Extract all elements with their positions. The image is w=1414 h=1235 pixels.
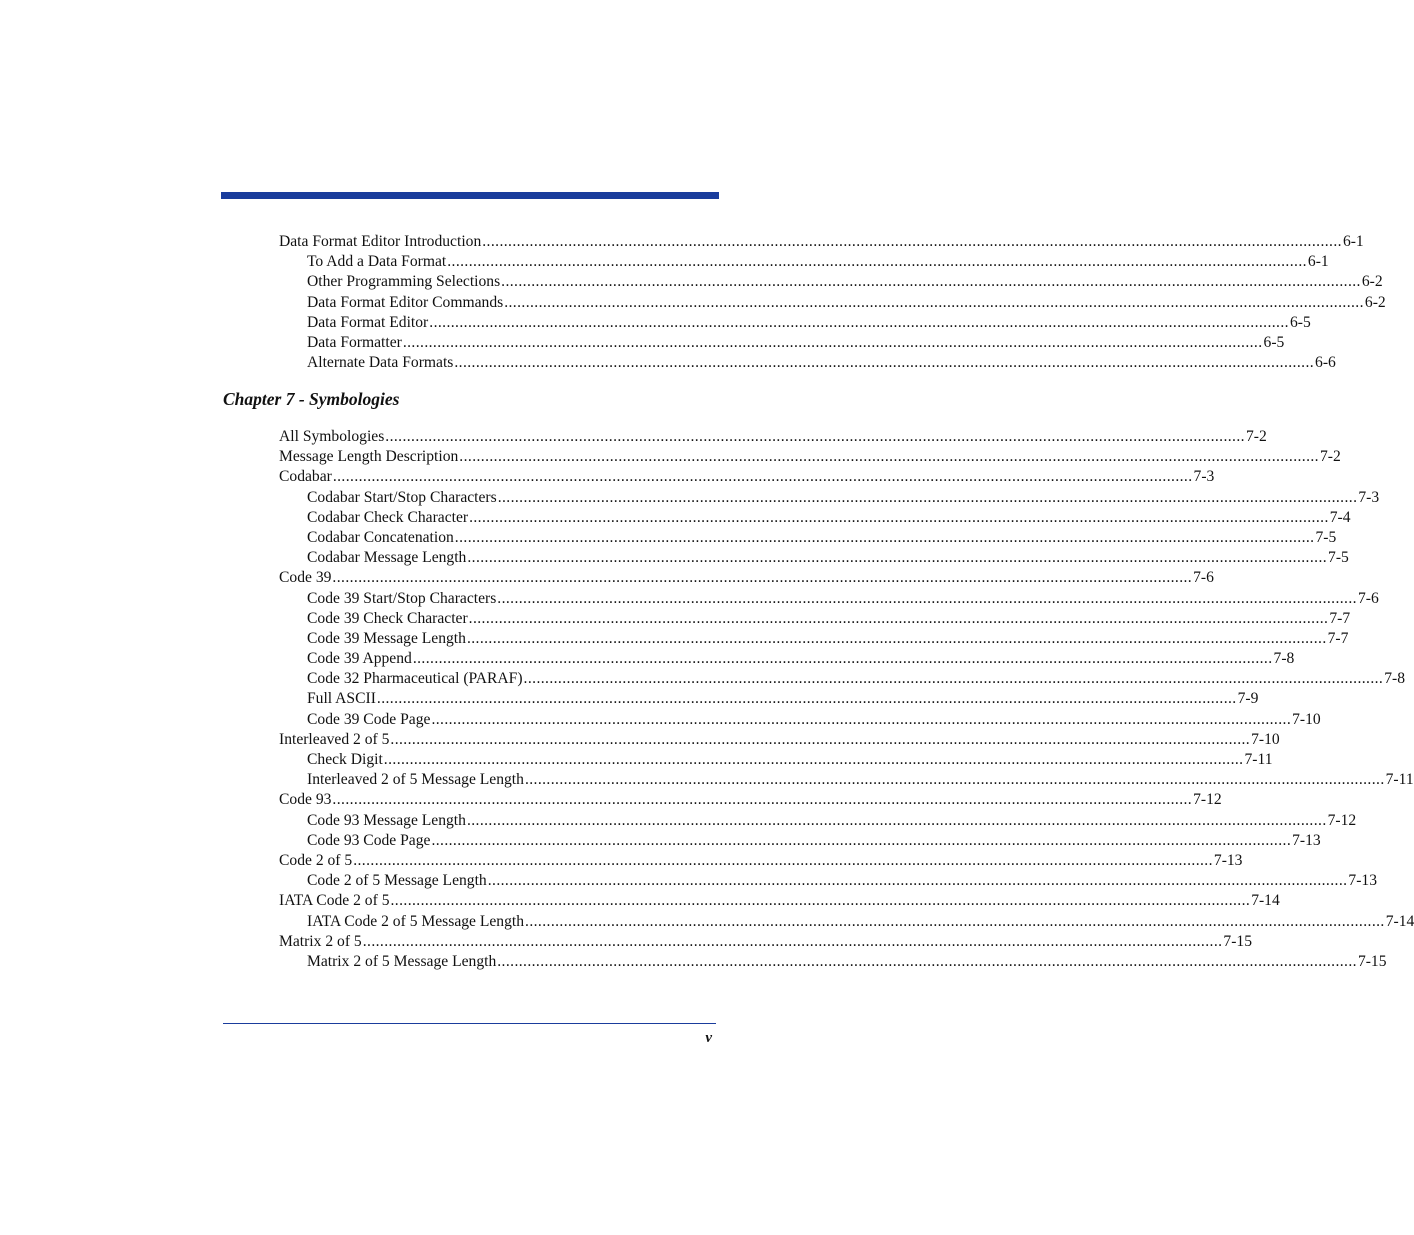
toc-dot-leader: ........................................................................................................................................................................................................	[362, 932, 1223, 950]
toc-entry[interactable]	[279, 232, 1364, 252]
toc-dot-leader: ........................................................................................................................................................................................................	[524, 771, 1385, 789]
toc-entry-page: 7-10	[1292, 710, 1321, 728]
toc-entry-title: Code 39 Check Character	[307, 609, 468, 627]
toc-entry[interactable]	[279, 770, 1414, 790]
toc-entry-title: Alternate Data Formats	[307, 354, 454, 372]
toc-entry-title: Check Digit	[307, 751, 383, 768]
toc-entry-page: 6-5	[1263, 333, 1285, 351]
toc-entry[interactable]	[279, 333, 1285, 353]
toc-dot-leader: ........................................................................................................................................................................................................	[525, 912, 1385, 930]
page-number: v	[705, 1030, 712, 1046]
toc-entry-page: 7-8	[1384, 670, 1406, 688]
toc-entry-page: 7-13	[1292, 831, 1321, 849]
toc-entry-page: 7-9	[1237, 690, 1259, 708]
toc-dot-leader: ........................................................................................................................................................................................................	[482, 233, 1342, 250]
toc-entry-title: IATA Code 2 of 5	[279, 892, 390, 910]
toc-entry[interactable]	[279, 272, 1383, 292]
toc-entry[interactable]	[279, 710, 1321, 730]
toc-dot-leader: ........................................................................................................................................................................................................	[376, 690, 1237, 708]
toc-entry[interactable]	[279, 293, 1386, 313]
toc-entry-page: 7-12	[1327, 811, 1357, 829]
toc-entry[interactable]	[279, 353, 1336, 373]
toc-entry[interactable]	[279, 609, 1351, 629]
toc-entry[interactable]	[279, 750, 1273, 770]
toc-entry-page: 7-4	[1329, 508, 1351, 526]
toc-entry[interactable]	[279, 528, 1337, 548]
toc-entry[interactable]	[279, 568, 1214, 588]
toc-dot-leader: ........................................................................................................................................................................................................	[390, 892, 1251, 910]
toc-entry[interactable]	[279, 508, 1351, 528]
toc-dot-leader: ........................................................................................................................................................................................................	[431, 831, 1292, 849]
toc-entry[interactable]	[279, 467, 1215, 487]
toc-entry[interactable]	[279, 811, 1357, 831]
toc-dot-leader: ........................................................................................................................................................................................................	[385, 428, 1245, 445]
toc-entry-page: 7-2	[1245, 428, 1267, 445]
toc-entry-title: Matrix 2 of 5 Message Length	[307, 952, 497, 970]
toc-entry-title: Code 39 Message Length	[307, 629, 466, 647]
toc-entry-page: 7-2	[1319, 448, 1341, 466]
toc-dot-leader: ........................................................................................................................................................................................................	[523, 670, 1384, 688]
toc-dot-leader: ........................................................................................................................................................................................................	[390, 730, 1251, 748]
footer-rule	[223, 1023, 716, 1024]
toc-entry[interactable]	[279, 851, 1243, 871]
toc-entry[interactable]	[279, 952, 1387, 972]
toc-dot-leader: ........................................................................................................................................................................................................	[468, 609, 1329, 627]
toc-entry[interactable]	[279, 427, 1267, 447]
toc-dot-leader: ........................................................................................................................................................................................................	[466, 811, 1327, 829]
toc-entry-page: 6-2	[1361, 273, 1383, 291]
toc-entry[interactable]	[279, 891, 1280, 911]
toc-entry-title: Code 2 of 5 Message Length	[307, 872, 487, 890]
toc-entry[interactable]	[279, 790, 1222, 810]
toc-entry-title: Code 2 of 5	[279, 851, 353, 869]
toc-entry[interactable]	[279, 589, 1379, 609]
toc-entry[interactable]	[279, 252, 1329, 272]
toc-entry-title: Code 32 Pharmaceutical (PARAF)	[307, 670, 523, 688]
toc-entry-title: Message Length Description	[279, 448, 459, 466]
toc-entry-title: Codabar	[279, 468, 332, 486]
toc-entry-page: 7-5	[1328, 549, 1349, 567]
toc-entry-page: 7-6	[1357, 589, 1379, 607]
toc-entry-page: 7-12	[1193, 791, 1222, 809]
toc-entry-page: 6-1	[1342, 233, 1364, 250]
toc-entry-title: Codabar Check Character	[307, 508, 469, 526]
toc-entry[interactable]	[279, 313, 1311, 333]
toc-entry-title: Codabar Start/Stop Characters	[307, 488, 497, 506]
toc-entry-title: Matrix 2 of 5	[279, 932, 362, 950]
toc-dot-leader: ........................................................................................................................................................................................................	[332, 791, 1193, 809]
toc-entry[interactable]	[279, 649, 1295, 669]
toc-dot-leader: ........................................................................................................................................................................................................	[487, 872, 1348, 890]
toc-entry-title: Data Format Editor	[307, 313, 429, 331]
toc-dot-leader: ........................................................................................................................................................................................................	[454, 528, 1315, 546]
toc-entry-title: Codabar Concatenation	[307, 528, 454, 546]
toc-dot-leader: ........................................................................................................................................................................................................	[501, 273, 1361, 291]
toc-entry-page: 6-1	[1307, 253, 1329, 271]
toc-dot-leader: ........................................................................................................................................................................................................	[497, 952, 1357, 970]
toc-entry-page: 7-14	[1251, 892, 1280, 910]
toc-entry-title: Data Format Editor Commands	[307, 293, 504, 311]
toc-entry[interactable]	[279, 689, 1259, 709]
toc-entry-page: 7-11	[1385, 771, 1414, 789]
toc-dot-leader: ........................................................................................................................................................................................................	[447, 253, 1307, 271]
toc-dot-leader: ........................................................................................................................................................................................................	[504, 293, 1364, 311]
toc-entry-title: Codabar Message Length	[307, 549, 467, 567]
toc-entry-page: 7-7	[1327, 629, 1349, 647]
toc-entry[interactable]	[279, 912, 1414, 932]
toc-dot-leader: ........................................................................................................................................................................................................	[469, 508, 1329, 526]
toc-entry-page: 7-10	[1251, 730, 1280, 748]
toc-entry-title: Code 39 Code Page	[307, 710, 431, 728]
toc-entry[interactable]	[279, 932, 1253, 952]
toc-entry-page: 7-15	[1223, 932, 1253, 950]
toc-dot-leader: ........................................................................................................................................................................................................	[454, 354, 1315, 372]
toc-list-section-6	[279, 232, 1386, 373]
header-rule-bar	[221, 192, 719, 199]
toc-entry-page: 7-13	[1213, 851, 1243, 869]
toc-dot-leader: ........................................................................................................................................................................................................	[431, 710, 1292, 728]
toc-entry[interactable]	[279, 488, 1380, 508]
toc-entry-page: 6-5	[1289, 313, 1311, 331]
toc-entry-page: 7-6	[1193, 569, 1214, 587]
toc-entry-page: 7-11	[1244, 751, 1273, 768]
toc-dot-leader: ........................................................................................................................................................................................................	[466, 629, 1327, 647]
toc-entry[interactable]	[279, 629, 1349, 649]
toc-entry-page: 7-14	[1385, 912, 1414, 930]
toc-entry-page: 7-3	[1193, 468, 1215, 486]
toc-entry-page: 6-6	[1315, 354, 1336, 372]
toc-dot-leader: ........................................................................................................................................................................................................	[497, 488, 1358, 506]
toc-entry-page: 7-13	[1348, 872, 1378, 890]
toc-dot-leader: ........................................................................................................................................................................................................	[383, 751, 1244, 768]
toc-dot-leader: ........................................................................................................................................................................................................	[467, 549, 1328, 567]
toc-dot-leader: ........................................................................................................................................................................................................	[402, 333, 1263, 351]
toc-entry-title: Code 93 Message Length	[307, 811, 466, 829]
toc-entry-title: Data Formatter	[307, 333, 402, 351]
toc-entry[interactable]	[279, 669, 1406, 689]
toc-dot-leader: ........................................................................................................................................................................................................	[332, 468, 1193, 486]
toc-dot-leader: ........................................................................................................................................................................................................	[412, 650, 1273, 668]
toc-entry-title: Code 93	[279, 791, 332, 809]
toc-entry-title: Interleaved 2 of 5	[279, 730, 390, 748]
toc-entry-title: To Add a Data Format	[307, 253, 447, 271]
toc-entry-title: IATA Code 2 of 5 Message Length	[307, 912, 525, 930]
toc-entry-title: Full ASCII	[307, 690, 376, 708]
toc-entry-title: Code 39 Append	[307, 650, 412, 668]
chapter-heading: Chapter 7 - Symbologies	[223, 389, 400, 409]
toc-entry-page: 6-2	[1364, 293, 1386, 311]
toc-entry-page: 7-8	[1273, 650, 1295, 668]
toc-list-chapter-7	[279, 427, 1414, 972]
toc-entry-page: 7-5	[1315, 528, 1337, 546]
toc-entry-title: Code 39	[279, 569, 332, 587]
toc-entry-title: Interleaved 2 of 5 Message Length	[307, 771, 524, 789]
toc-dot-leader: ........................................................................................................................................................................................................	[429, 313, 1289, 331]
toc-entry-title: Code 93 Code Page	[307, 831, 431, 849]
toc-entry-title: Data Format Editor Introduction	[279, 233, 482, 250]
toc-entry[interactable]	[279, 548, 1349, 568]
toc-entry-title: Other Programming Selections	[307, 273, 501, 291]
toc-entry-title: Code 39 Start/Stop Characters	[307, 589, 497, 607]
toc-dot-leader: ........................................................................................................................................................................................................	[353, 851, 1213, 869]
toc-entry[interactable]	[279, 730, 1280, 750]
toc-dot-leader: ........................................................................................................................................................................................................	[459, 448, 1319, 466]
toc-entry[interactable]	[279, 447, 1341, 467]
toc-entry-page: 7-7	[1329, 609, 1351, 627]
toc-dot-leader: ........................................................................................................................................................................................................	[332, 569, 1193, 587]
toc-entry-title: All Symbologies	[279, 428, 385, 445]
toc-entry-page: 7-15	[1357, 952, 1387, 970]
toc-entry-page: 7-3	[1358, 488, 1380, 506]
toc-entry[interactable]	[279, 831, 1321, 851]
toc-entry[interactable]	[279, 871, 1378, 891]
toc-dot-leader: ........................................................................................................................................................................................................	[497, 589, 1357, 607]
